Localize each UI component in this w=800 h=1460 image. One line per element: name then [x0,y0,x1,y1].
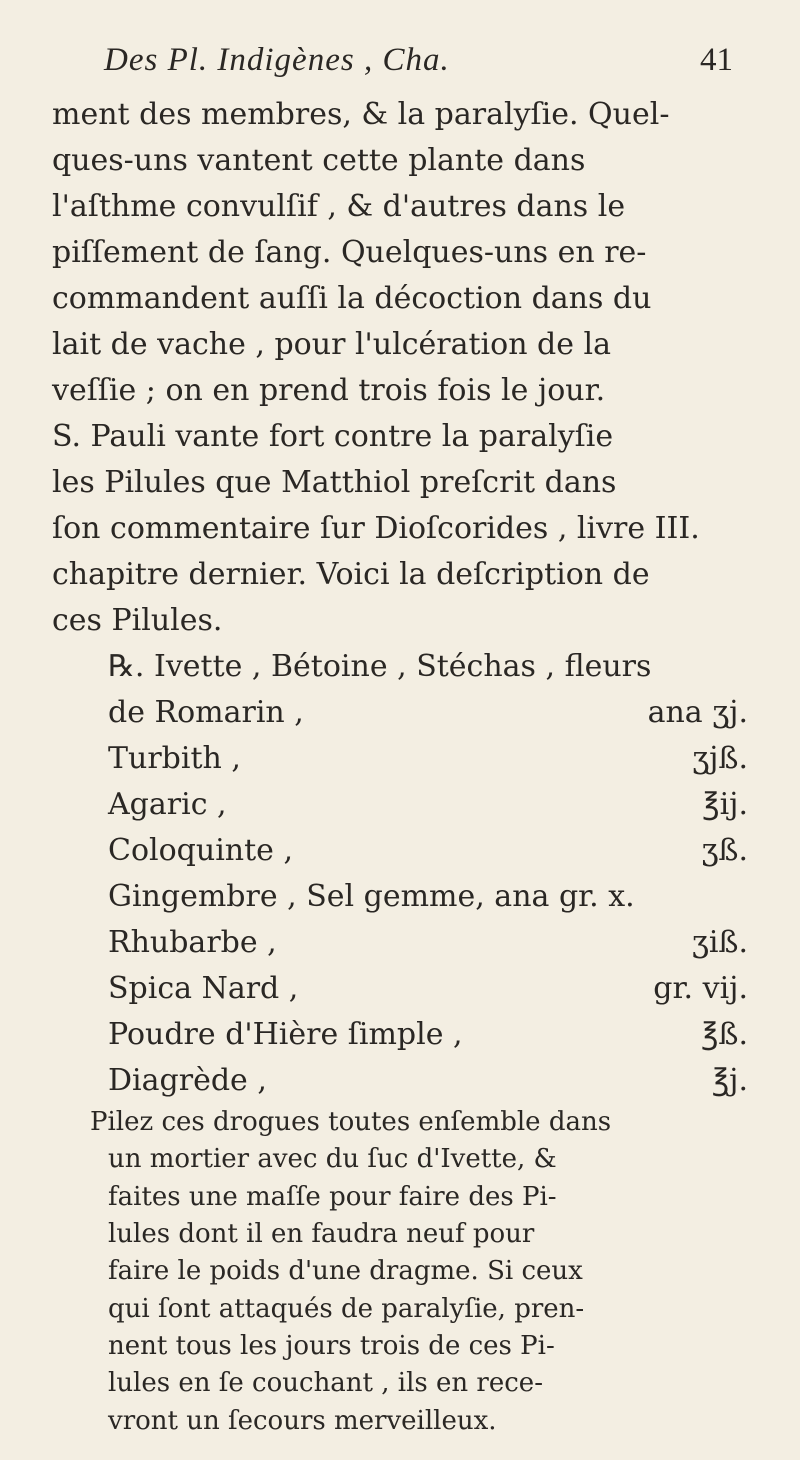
ingredient-quantity: ana ʒj. [647,695,748,730]
text-line: chapitre dernier. Voici la deſcription de [52,557,650,592]
ingredient-quantity: ʒjß. [692,741,748,776]
ingredient-name: Gingembre , Sel gemme, ana gr. x. [108,879,635,914]
ingredient-quantity: ℥ß. [701,1017,748,1052]
ingredient-quantity: ℥j. [711,1063,748,1098]
recipe-row [108,828,748,874]
running-title: Des Pl. Indigènes , Cha. [104,42,450,78]
page-number: 41 [700,42,733,78]
recipe-row [108,736,748,782]
ingredient-name: de Romarin , [108,695,304,730]
text-line: les Pilules que Matthiol preſcrit dans [52,465,617,500]
running-header [0,42,800,86]
recipe-row [108,966,748,1012]
text-line: l'aſthme convulſif , & d'autres dans le [52,189,626,224]
text-line: piſſement de ſang. Quelques-uns en re- [52,235,647,270]
recipe-row [108,1058,748,1104]
ingredient-name: Agaric , [108,787,227,822]
text-line: qui ſont attaqués de paralyſie, pren- [108,1293,585,1324]
ingredient-name: Coloquinte , [108,833,293,868]
ingredient-quantity: ʒß. [701,833,748,868]
text-line: faire le poids d'une dragme. Si ceux [108,1256,583,1287]
text-line: ment des membres, & la paralyſie. Quel- [52,97,670,132]
text-line: lait de vache , pour l'ulcération de la [52,327,612,362]
ingredient-name: Diagrède , [108,1063,267,1098]
text-line: un mortier avec du ſuc d'Ivette, & [108,1144,557,1175]
text-line: ces Pilules. [52,603,223,638]
text-line: veſſie ; on en prend trois fois le jour. [52,373,606,408]
recipe-row [108,1012,748,1058]
ingredient-quantity: ʒiß. [691,925,748,960]
recipe-row [108,690,748,736]
text-line: vront un ſecours merveilleux. [108,1405,497,1436]
recipe-row [108,874,748,920]
recipe-row [108,920,748,966]
text-line: S. Pauli vante fort contre la paralyſie [52,419,614,454]
text-line: faites une maſſe pour faire des Pi- [108,1181,557,1212]
text-line: ſon commentaire ſur Dioſcorides , livre III. [52,511,700,546]
text-line: nent tous les jours trois de ces Pi- [108,1331,555,1361]
text-line: ques-uns vantent cette plante dans [52,143,586,178]
recipe-row [108,782,748,828]
ingredient-quantity: gr. vij. [653,971,748,1006]
text-line: commandent auſſi la décoction dans du [52,281,652,316]
ingredient-name: Spica Nard , [108,971,299,1006]
recipe-intro: ℞. Ivette , Bétoine , Stéchas , fleurs [108,649,652,684]
ingredient-quantity: ℥ij. [702,787,748,822]
text-line: Pilez ces drogues toutes enſemble dans [90,1107,612,1137]
ingredient-name: Rhubarbe , [108,925,277,960]
text-line: lules en ſe couchant , ils en rece- [108,1368,543,1399]
ingredient-name: Poudre d'Hière ſimple , [108,1017,463,1052]
text-line: lules dont il en faudra neuf pour [108,1219,535,1249]
ingredient-name: Turbith , [108,741,241,776]
